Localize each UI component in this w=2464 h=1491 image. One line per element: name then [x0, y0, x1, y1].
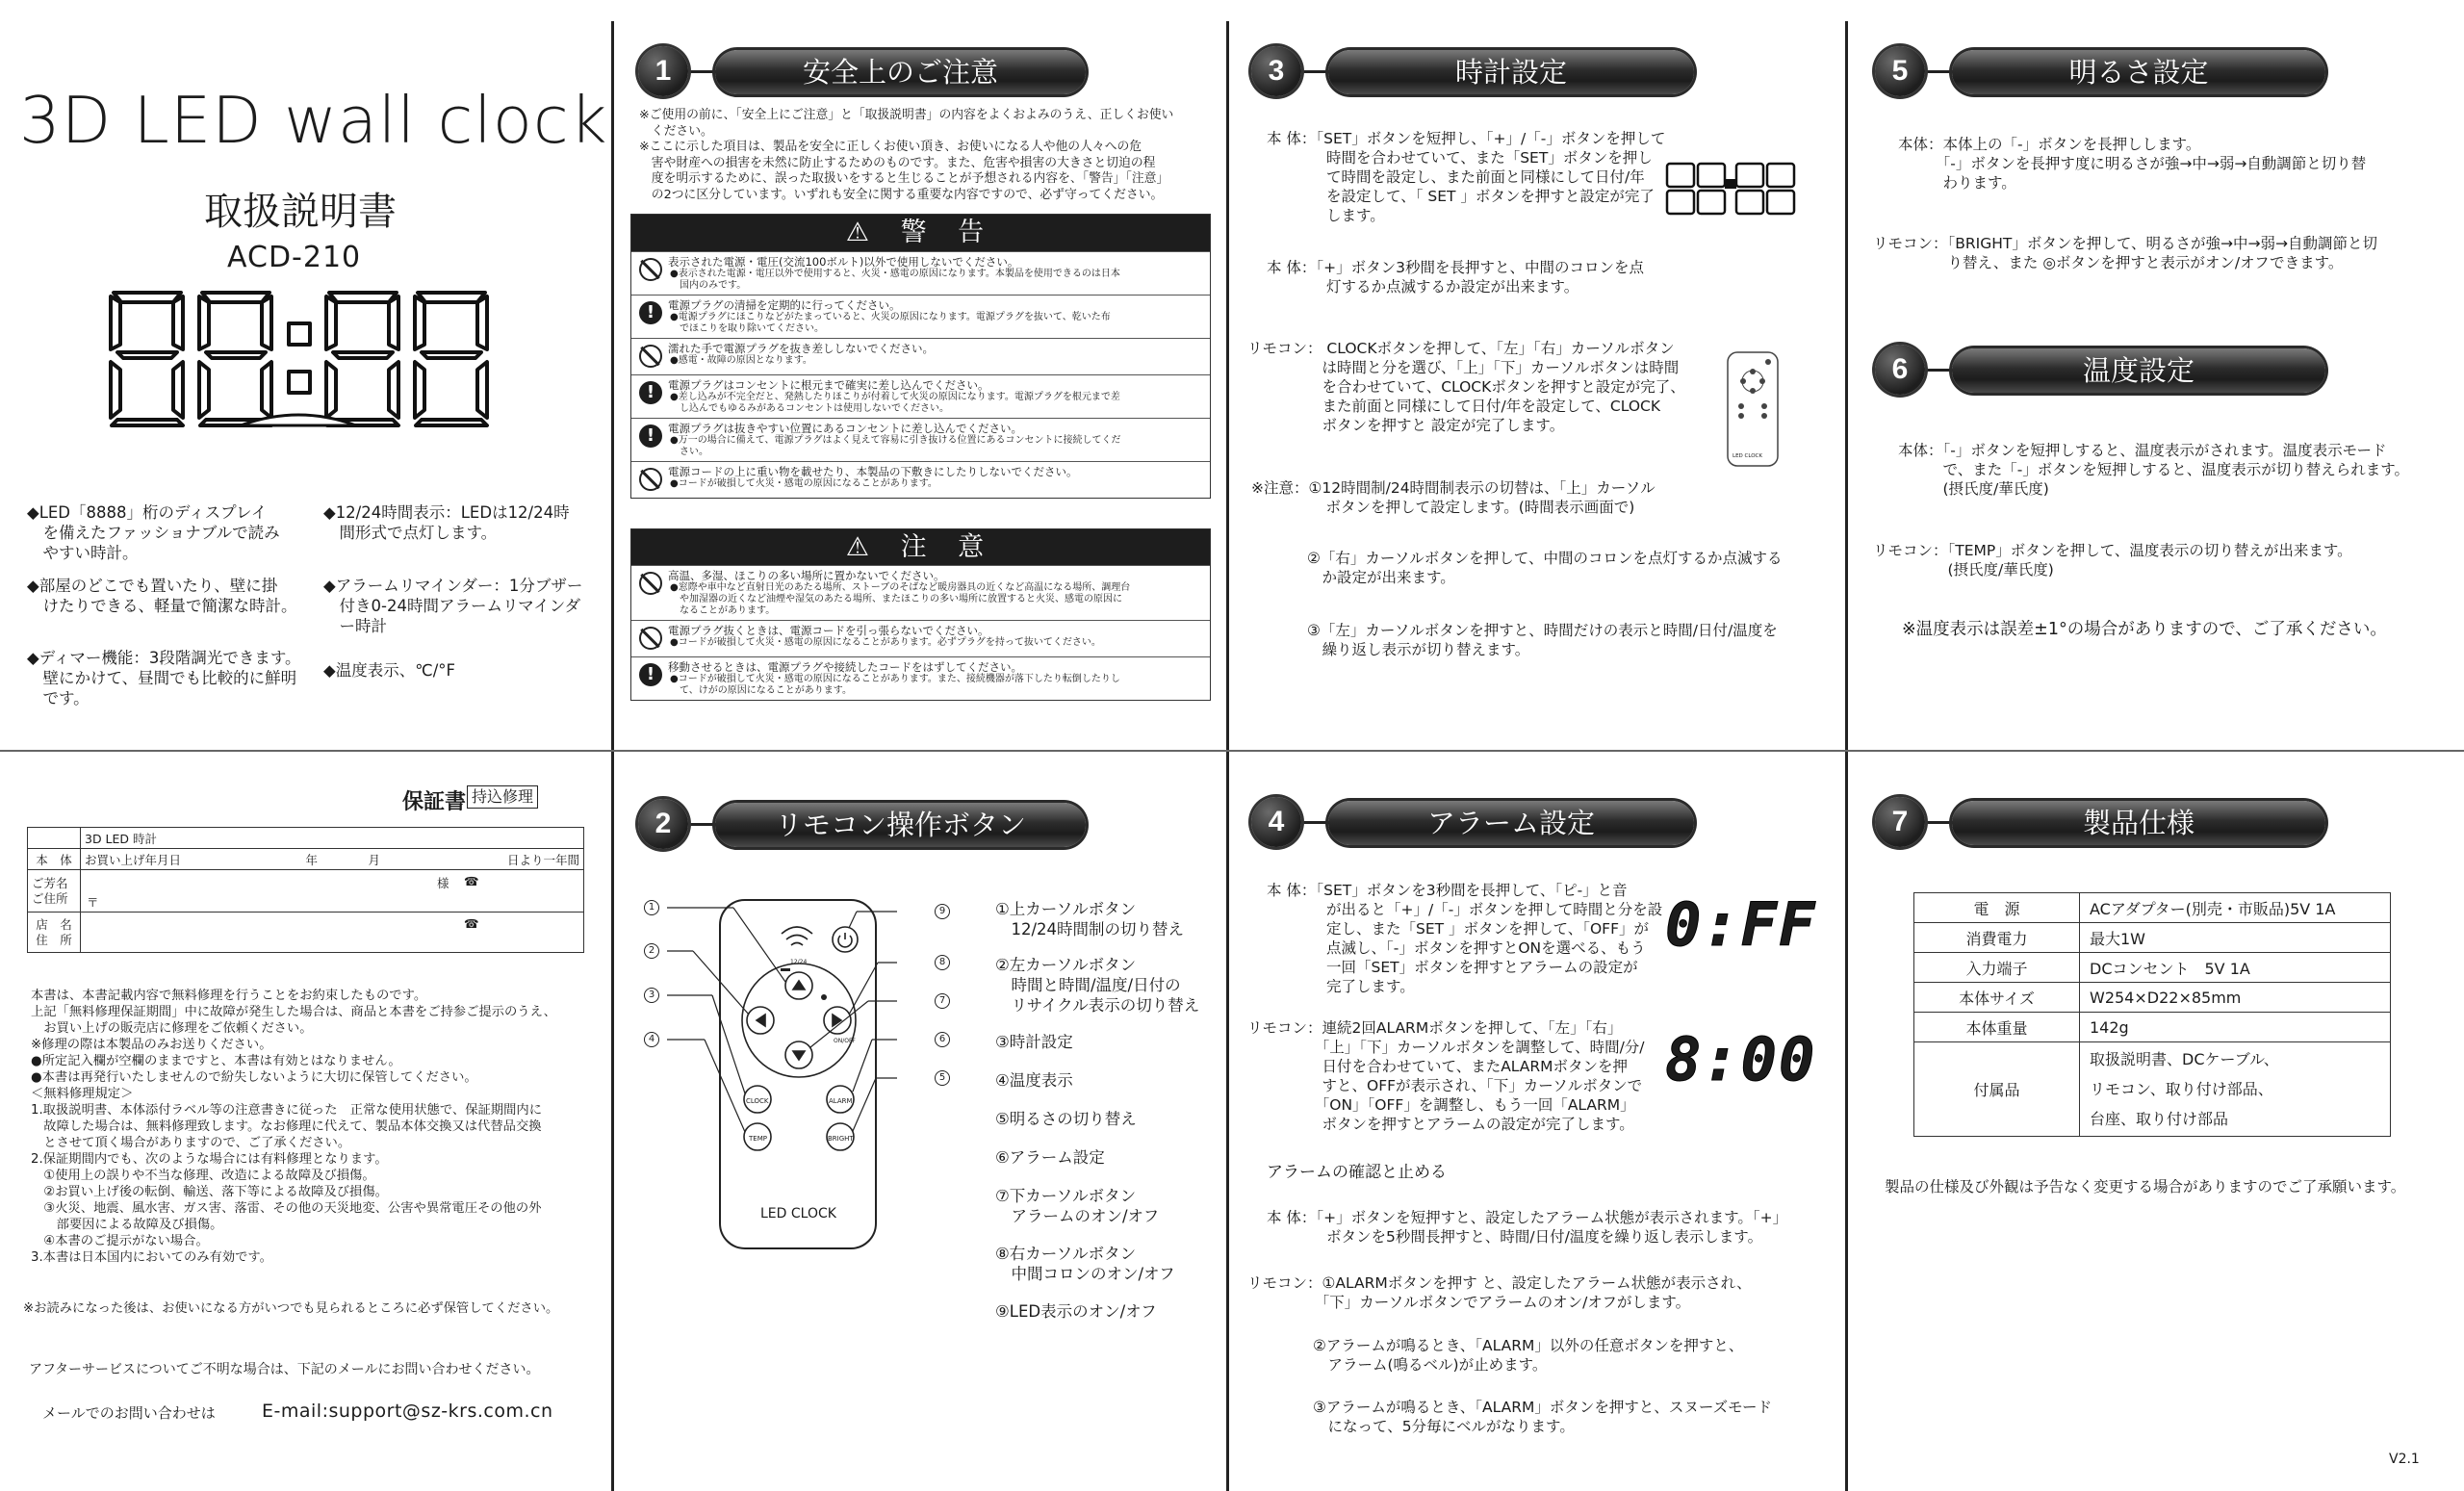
spec-key: 本体サイズ: [1914, 983, 2080, 1013]
clock-p4: ※注意：①12時間制/24時間制表示の切替は、「上」カーソル ボタンを押して設定します。(時間表示画面で): [1251, 479, 1656, 516]
alarm-p4: リモコン：①ALARMボタンを押す と、設定したアラーム状態が表示され、 「下」カーソルボタンでアラームのオン/オフがします。: [1247, 1274, 1752, 1311]
spec-row: [1914, 953, 2391, 983]
spec-value: 最大1W: [2080, 923, 2391, 953]
row-divider: [0, 750, 2464, 752]
warning-detail: ●コードが破損して火災・感電の原因になることがあります。: [670, 478, 937, 489]
caution-item: [631, 656, 1210, 700]
model-number: ACD-210: [227, 241, 362, 274]
callout-6: 6: [935, 1032, 950, 1047]
section-number: 6: [1875, 345, 1925, 395]
store-address-label: 住 所: [36, 932, 72, 947]
section-number: 4: [1251, 797, 1301, 847]
callout-3: 3: [644, 988, 659, 1003]
section-safety-header: [638, 46, 1100, 96]
mini-label-onoff: ON/OFF: [834, 1038, 856, 1044]
warning-detail: ●差し込みが不完全だと、発熱したりほこりが付着して火災の原因になります。電源プラグを根元まで差 し込んでもゆるみがあるコンセントは使用しないでください。: [670, 392, 1120, 414]
section-number: 3: [1251, 46, 1301, 96]
bright-button[interactable]: BRIGHT: [828, 1135, 854, 1143]
cover-title: 3D LED wall clock: [19, 83, 608, 158]
section-number: 5: [1875, 46, 1925, 96]
alarm-display-off: 0:FF: [1665, 889, 1817, 960]
temperature-p2: リモコン：「TEMP」ボタンを押して、温度表示の切り替えが出来ます。 (摂氏度/華氏度): [1873, 542, 2352, 578]
caution-item: [631, 565, 1210, 620]
warning-item: [631, 295, 1210, 338]
safety-intro: ※ご使用の前に、「安全上にご注意」と「取扱説明書」の内容をよくおよみのうえ、正しくお使い ください。 ※ここに示した項目は、製品を安全に正しくお使い頂き、お使いになる人や他の人々への危 害や財産への損害を未然に防止するためのものです。また、危害や損害の大きさと切迫の程 度を明示するために、誤った取扱いをすると生じることが予想される内容を、「警告」「注意」 の2つに区分しています。いずれも安全に関する重要な内容ですので、必ず守ってください。: [639, 108, 1174, 202]
prohibited-icon: [639, 258, 662, 281]
feature-5: ◆ディマー機能：3段階調光できます。 壁にかけて、昼間でも比較的に鮮明 です。: [27, 649, 301, 707]
exclamation-icon: !: [639, 424, 662, 448]
callout-7: 7: [935, 993, 950, 1009]
column-divider: [1226, 21, 1229, 1491]
customer-address-label: ご住所: [32, 890, 68, 906]
accessory-line: 台座、取り付け部品: [2090, 1110, 2229, 1128]
spec-note: 製品の仕様及び外観は予告なく変更する場合がありますのでご了承願います。: [1885, 1178, 2406, 1195]
spec-value: DCコンセント 5V 1A: [2080, 953, 2391, 983]
brightness-p1: 本体：本体上の「-」ボタンを長押しします。 「-」ボタンを長押す度に明るさが強→中→弱→自動調節と切り替 わります。: [1898, 136, 2367, 192]
alarm-button[interactable]: ALARM: [829, 1097, 853, 1105]
callout-9: 9: [935, 904, 950, 919]
caution-box: [630, 528, 1211, 701]
spec-key: 電 源: [1914, 893, 2080, 923]
remote-item-3: ③時計設定: [995, 1033, 1073, 1051]
alarm-p2: リモコン：連続2回ALARMボタンを押して、「左」「右」 「上」「下」カーソルボタンを調整して、時間/分/ 日付を合わせていて、またALARMボタンを押 すと、OFFが表示され、「下」カーソルボタンで 「ON」「OFF」を調整し、もう一回「ALARM」 ボタンを押すとアラームの設定が完了します。: [1247, 1019, 1645, 1133]
clock-p2: 本 体：「+」ボタン3秒間を長押すと、中間のコロンを点 灯するか点滅するか設定が出来ます。: [1267, 259, 1645, 296]
prohibited-icon: [639, 345, 662, 368]
warning-detail: ●電源プラグにほこりなどがたまっていると、火災の原因になります。電源プラグを抜いて、乾いた布 でほこりを取り除いてください。: [670, 312, 1111, 334]
warning-box: [630, 214, 1211, 499]
warning-heading: 電源プラグは抜きやすい位置にあるコンセントに差し込んでください。: [668, 422, 1022, 435]
spec-value: ACアダプター(別売・市販品)5V 1A: [2080, 893, 2391, 923]
feature-6: ◆温度表示、℃/°F: [323, 661, 456, 680]
remote-item-1: ①上カーソルボタン 12/24時間制の切り替え: [995, 900, 1185, 938]
support-email[interactable]: E-mail:support@sz-krs.com.cn: [262, 1401, 553, 1422]
exclamation-icon: !: [639, 663, 662, 686]
remote-small-label: LED CLOCK: [1732, 453, 1763, 459]
section-title: 安全上のご注意: [715, 50, 1086, 94]
alarm-p3: 本 体：「+」ボタンを短押すと、設定したアラーム状態が表示されます。「+」 ボタンを5秒間長押すと、時間/日付/温度を繰り返し表示します。: [1267, 1209, 1788, 1246]
remote-item-8: ⑧右カーソルボタン 中間コロンのオン/オフ: [995, 1245, 1175, 1283]
remote-item-9: ⑨LED表示のオン/オフ: [995, 1302, 1157, 1321]
clock-p5: ②「右」カーソルボタンを押して、中間のコロンを点灯するか点滅する か設定が出来ます。: [1307, 550, 1783, 586]
alarm-display-time: 8:00: [1665, 1024, 1817, 1094]
mini-label-12-24: 12/24: [790, 959, 808, 965]
remote-device-label: LED CLOCK: [760, 1206, 836, 1221]
warranty-title: 保証書: [402, 790, 467, 814]
callout-4: 4: [644, 1032, 659, 1047]
feature-3: ◆部屋のどこでも置いたり、壁に掛 けたりできる、軽量で簡潔な時計。: [27, 577, 297, 615]
feature-2: ◆12/24時間表示：LEDは12/24時 間形式で点灯します。: [323, 503, 570, 542]
warning-heading: 電源プラグはコンセントに根元まで確実に差し込んでください。: [668, 378, 989, 392]
section-title: 温度設定: [1952, 348, 2325, 393]
alarm-p6: ③アラームが鳴るとき、「ALARM」ボタンを押すと、スヌーズモード になって、5分毎にベルがなります。: [1313, 1399, 1772, 1435]
warning-item: [631, 461, 1210, 498]
clock-p1: 本 体：「SET」ボタンを短押し、「+」/「-」ボタンを押して 時間を合わせていて、また「SET」ボタンを押し て時間を設定し、また前面と同様にして日付/年 を設定して、「 SET 」ボタンを押すと設定が完了 します。: [1267, 130, 1666, 224]
warning-item: [631, 374, 1210, 418]
phone-icon: ☎: [464, 874, 479, 888]
spec-row: [1914, 923, 2391, 953]
warranty-badge: 持込修理: [467, 785, 538, 809]
alarm-subhead: アラームの確認と止める: [1267, 1163, 1447, 1182]
clock-p6: ③「左」カーソルボタンを押すと、時間だけの表示と時間/日付/温度を 繰り返し表示が切り替えます。: [1307, 622, 1778, 658]
caution-detail: ●窓際や車中など直射日光のあたる場所、ストーブのそばなど暖房器具の近くなど高温になる場所、調理台 や加湿器の近くなど油煙や湿気のあたる場所、またほこりの多い場所に放置すると火災、感電の原因に なることがあります。: [670, 582, 1131, 616]
prohibited-icon: [639, 468, 662, 491]
brightness-p2: リモコン：「BRIGHT」ボタンを押して、明るさが強→中→弱→自動調節と切 り替え、また ◎ボタンを押すと表示がオン/オフできます。: [1873, 235, 2378, 271]
section-specs-header: [1875, 797, 2337, 847]
temperature-p1: 本体：「-」ボタンを短押しすると、温度表示がされます。温度表示モード で、また「-」ボタンを短押しすると、温度表示が切り替えられます。 (摂氏度/華氏度): [1898, 442, 2410, 498]
caution-detail: ●コードが破損して火災・感電の原因になることがあります。必ずプラグを持って抜いてください。: [670, 637, 1101, 648]
caution-heading: 電源プラグ抜くときは、電源コードを引っ張らないでください。: [668, 624, 989, 637]
warning-heading: 表示された電源・電圧(交流100ボルト)以外で使用しないでください。: [668, 255, 1019, 269]
alarm-p1: 本 体：「SET」ボタンを3秒間を長押して、「ピ-」と音 が出ると「+」/「-」ボタンを押して時間と分を設 定し、また「SET 」ボタンを押して、「OFF」が 点滅し、「-」ボタンを押すとONを選べる、もう 一回「SET」ボタンを押すとアラームの設定が 完了します。: [1267, 882, 1663, 995]
warning-heading: 電源コードの上に重い物を載せたり、本製品の下敷きにしたりしないでください。: [668, 465, 1078, 478]
caution-detail: ●コードが破損して火災・感電の原因になることがあります。また、接続機器が落下したり転倒したりし て、けがの原因になることがあります。: [670, 674, 1120, 696]
warranty-table: [27, 827, 584, 953]
caution-heading: 高温、多湿、ほこりの多い場所に置かないでください。: [668, 569, 945, 582]
warranty-product: 3D LED 時計: [81, 828, 584, 849]
warning-title: ⚠ 警 告: [631, 215, 1210, 251]
remote-item-6: ⑥アラーム設定: [995, 1148, 1105, 1167]
phone-icon: ☎: [464, 916, 479, 931]
column-divider: [611, 21, 614, 1491]
caution-title: ⚠ 注 意: [631, 529, 1210, 565]
section-remote-header: [638, 799, 1100, 849]
warning-item: [631, 418, 1210, 461]
section-title: 明るさ設定: [1952, 50, 2325, 94]
warning-heading: 濡れた手で電源プラグを抜き差ししないでください。: [668, 342, 934, 355]
feature-4: ◆アラームリマインダー：1分ブザー 付き0-24時間アラームリマインダ ー時計: [323, 577, 583, 635]
store-name-label: 店 名: [36, 916, 72, 932]
remote-item-2: ②左カーソルボタン 時間と時間/温度/日付の リサイクル表示の切り替え: [995, 956, 1200, 1015]
cover-subtitle: 取扱説明書: [204, 190, 397, 234]
accessory-line: 取扱説明書、DCケーブル、: [2090, 1050, 2279, 1068]
exclamation-icon: !: [639, 381, 662, 404]
alarm-p5: ②アラームが鳴るとき、「ALARM」以外の任意ボタンを押すと、 アラーム(鳴るベル)が止めます。: [1313, 1337, 1744, 1374]
section-number: 7: [1875, 797, 1925, 847]
temperature-p3: ※温度表示は誤差±1°の場合がありますので、ご了承ください。: [1902, 620, 2387, 639]
callout-1: 1: [644, 900, 659, 915]
spec-value: W254×D22×85mm: [2080, 983, 2391, 1013]
callout-5: 5: [935, 1070, 950, 1086]
warning-detail: ●表示された電源・電圧以外で使用すると、火災・感電の原因になります。本製品を使用できるのは日本 国内のみです。: [670, 269, 1120, 291]
spec-key: 本体重量: [1914, 1013, 2080, 1042]
section-alarm-header: [1251, 797, 1752, 847]
column-divider: [1845, 21, 1848, 1491]
mail-label: メールでのお問い合わせは: [42, 1404, 216, 1422]
spec-row: [1914, 983, 2391, 1013]
callout-8: 8: [935, 955, 950, 970]
caution-heading: 移動させるときは、電源プラグや接続したコードをはずしてください。: [668, 660, 1022, 674]
version-label: V2.1: [2389, 1452, 2420, 1467]
warning-heading: 電源プラグの清掃を定期的に行ってください。: [668, 298, 901, 312]
prohibited-icon: [639, 627, 662, 650]
warranty-period: 日より一年間: [423, 849, 584, 870]
section-temperature-header: [1875, 345, 2337, 395]
temp-button[interactable]: TEMP: [749, 1135, 767, 1143]
spec-table: [1913, 892, 2391, 1137]
warning-item: [631, 338, 1210, 374]
clock-p3: リモコン： CLOCKボタンを押して、「左」「右」カーソルボタン は時間と分を選び、「上」「下」カーソルボタンは時間 を合わせていて、CLOCKボタンを押すと設定が完了、 また前面と同様にして日付/年を設定して、CLOCK ボタンを押すと 設定が完了します。: [1247, 340, 1685, 434]
callout-2: 2: [644, 943, 659, 959]
warning-item: [631, 251, 1210, 295]
warning-detail: ●感電・故障の原因となります。: [670, 355, 812, 366]
spec-key: 入力端子: [1914, 953, 2080, 983]
warranty-body: 本書は、本書記載内容で無料修理を行うことをお約束したものです。 上記「無料修理保証期間」中に故障が発生した場合は、商品と本書をご持参ご提示のうえ、 お買い上げの販売店に修理をご依頼ください。 ※修理の際は本製品のみお送りください。 ●所定記入欄が空欄のままですと、本書は有効とはなりません。 ●本書は再発行いたしませんので紛失しないように大切に保管してください。 ＜無料修理規定＞ 1.取扱説明書、本体添付ラベル等の注意書きに従った 正常な使用状態で、保証期間内に 故障した場合は、無料修理致します。なお修理に代えて、製品本体交換又は代替品交換 とさせて頂く場合がありますので、ご了承ください。 2.保証期間内でも、次のような場合には有料修理となります。 ①使用上の誤りや不当な修理、改造による故障及び損傷。 ②お買い上げ後の転倒、輸送、落下等による故障及び損傷。 ③火災、地震、風水害、ガス害、落雷、その他の天災地変、公害や異常電圧その他の外 部要因による故障及び損傷。 ④本書のご提示がない場合。 3.本書は日本国内においてのみ有効です。: [31, 989, 556, 1265]
spec-key: 消費電力: [1914, 923, 2080, 953]
spec-value: 142g: [2080, 1013, 2391, 1042]
exclamation-icon: !: [639, 301, 662, 324]
section-number: 1: [638, 46, 688, 96]
feature-1: ◆LED「8888」桁のディスプレイ を備えたファッショナブルで読み やすい時計。: [27, 503, 280, 562]
section-title: 時計設定: [1328, 50, 1694, 94]
warranty-row-label: 本 体: [28, 849, 81, 870]
section-clock-header: [1251, 46, 1752, 96]
after-service-note: アフターサービスについてご不明な場合は、下記のメールにお問い合わせください。: [29, 1362, 540, 1377]
caution-item: [631, 620, 1210, 656]
clock-button[interactable]: CLOCK: [746, 1097, 769, 1105]
warranty-year: 年: [302, 849, 365, 870]
clock-illustration: [106, 285, 510, 429]
section-brightness-header: [1875, 46, 2337, 96]
warranty-date-label: お買い上げ年月日: [81, 849, 302, 870]
spec-row: [1914, 1013, 2391, 1042]
clock-mini-illustration: [1663, 160, 1798, 219]
customer-name-label: ご芳名: [32, 875, 68, 890]
remote-item-7: ⑦下カーソルボタン アラームのオン/オフ: [995, 1187, 1160, 1225]
section-title: リモコン操作ボタン: [715, 803, 1086, 847]
prohibited-icon: [639, 572, 662, 595]
warranty-month: 月: [365, 849, 423, 870]
warning-detail: ●万一の場合に備えて、電源プラグはよく見えて容易に引き抜ける位置にあるコンセントに接続してくだ さい。: [670, 435, 1121, 457]
remote-item-4: ④温度表示: [995, 1071, 1073, 1090]
accessory-line: リモコン、取り付け部品、: [2090, 1080, 2273, 1098]
spec-row: [1914, 893, 2391, 923]
spec-key-accessories: 付属品: [1914, 1042, 2080, 1137]
warranty-keep-note: ※お読みになった後は、お使いになる方がいつでも見られるところに必ず保管してください。: [23, 1301, 559, 1316]
postal-mark: 〒: [87, 895, 99, 910]
section-title: アラーム設定: [1328, 801, 1694, 845]
section-title: 製品仕様: [1952, 801, 2325, 845]
remote-item-5: ⑤明るさの切り替え: [995, 1110, 1137, 1128]
honorific: 様: [437, 876, 449, 890]
section-number: 2: [638, 799, 688, 849]
